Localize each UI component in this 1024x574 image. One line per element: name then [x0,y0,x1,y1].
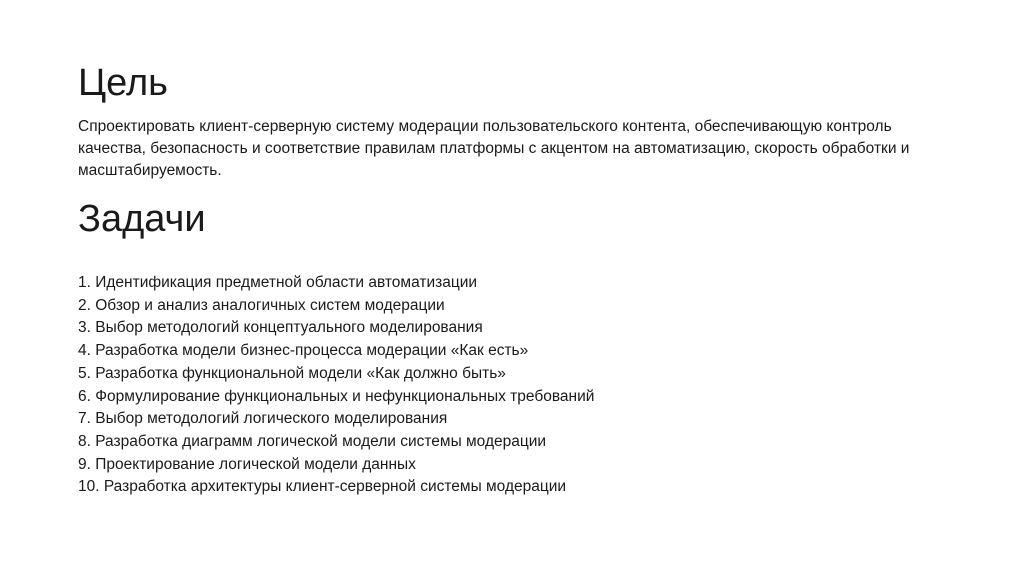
task-item: 7. Выбор методологий логического моделирования [78,410,448,428]
task-item: 4. Разработка модели бизнес-процесса модерации «Как есть» [78,342,529,360]
tasks-heading: Задачи [78,198,206,240]
goal-description: Спроектировать клиент-серверную систему модерации пользовательского контента, обеспечивающую контроль качества, безопасность и соответствие правилам платформы с акцентом на автоматизацию, скорость обработки и масштабируемость. [78,118,910,179]
task-item: 2. Обзор и анализ аналогичных систем модерации [78,296,445,314]
task-item: 10. Разработка архитектуры клиент-серверной системы модерации [78,478,567,496]
task-list [78,272,594,499]
task-item: 5. Разработка функциональной модели «Как должно быть» [78,364,506,382]
goal-heading: Цель [78,62,168,104]
task-item: 3. Выбор методологий концептуального моделирования [78,319,483,337]
task-item: 1. Идентификация предметной области автоматизации [78,274,478,291]
task-item: 8. Разработка диаграмм логической модели системы модерации [78,432,547,450]
task-item: 6. Формулирование функциональных и нефункциональных требований [78,387,595,405]
task-item: 9. Проектирование логической модели данных [78,455,416,473]
